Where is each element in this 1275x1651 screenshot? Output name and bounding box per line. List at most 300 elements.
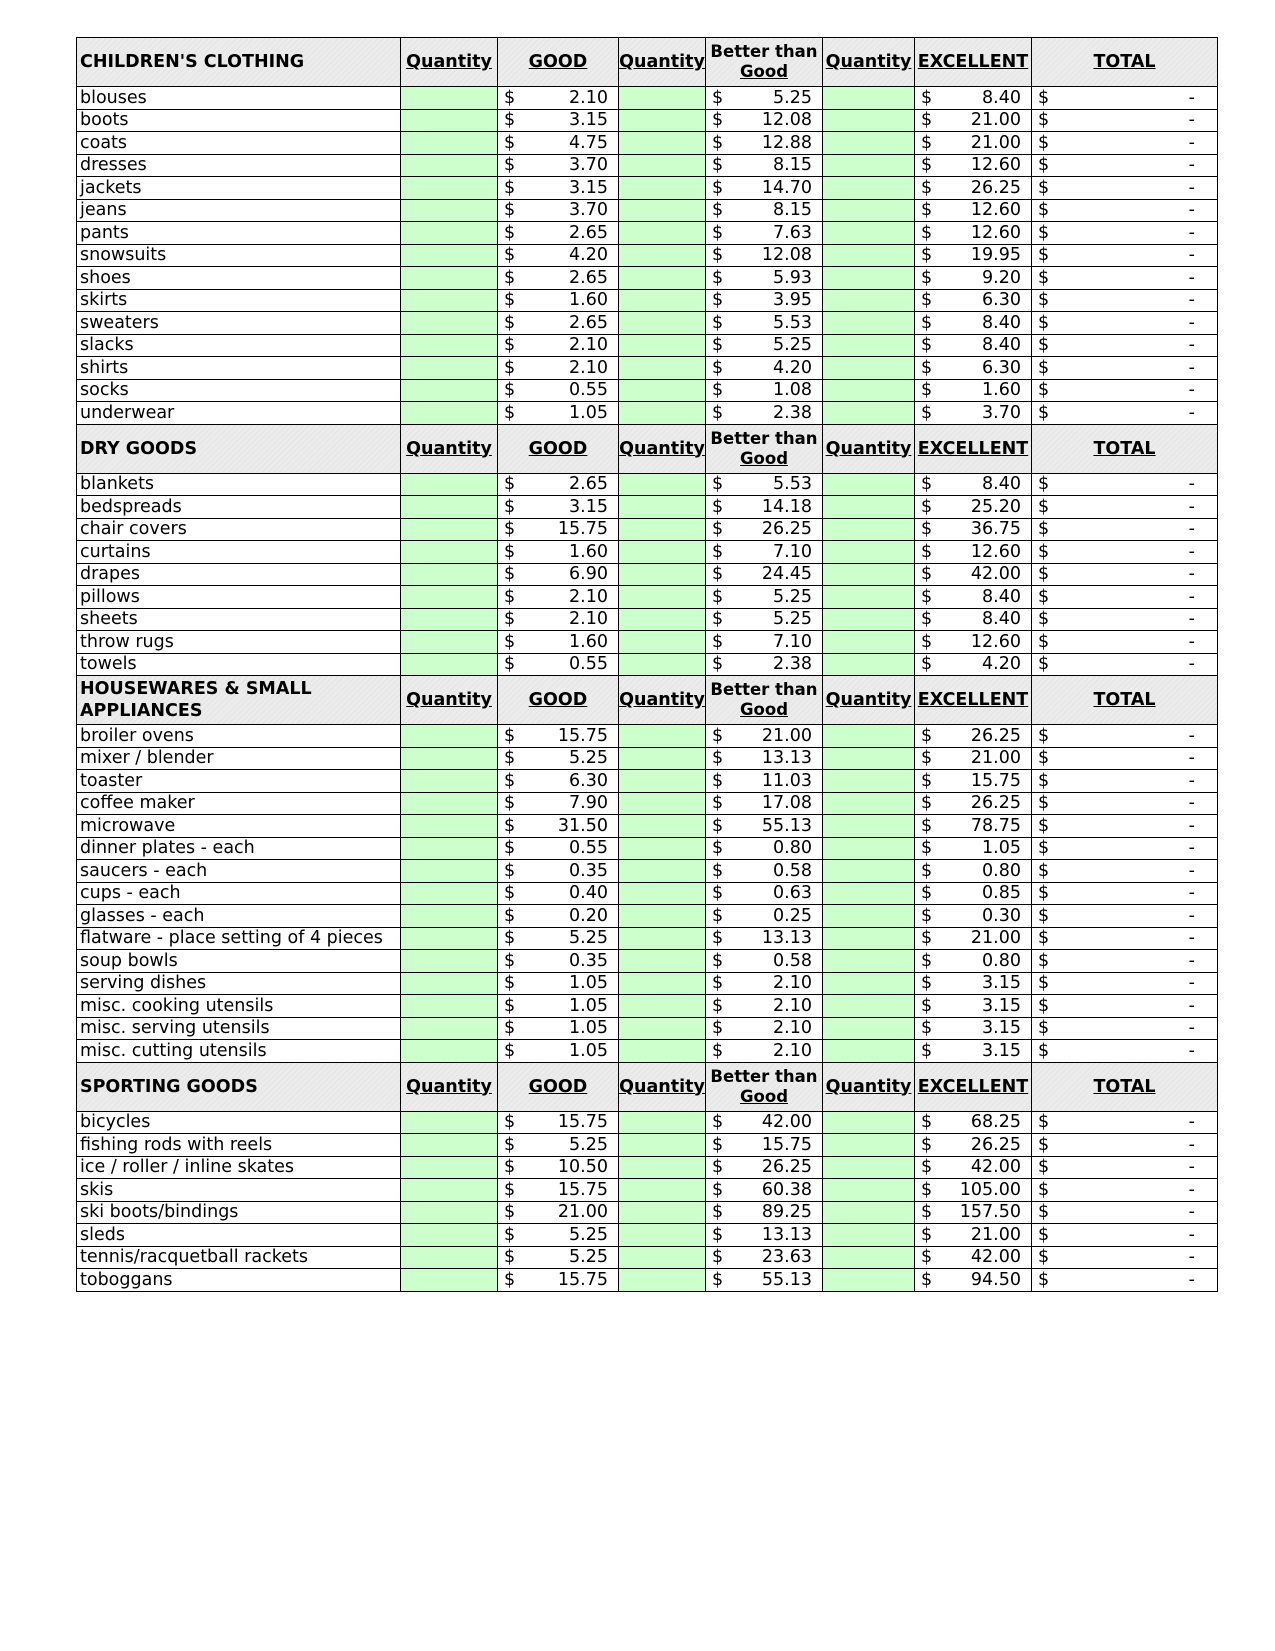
quantity-good-input[interactable] <box>401 357 498 380</box>
item-row <box>77 267 1218 290</box>
quantity-good-input[interactable] <box>401 222 498 245</box>
currency-symbol: $ <box>712 928 724 949</box>
currency-symbol: $ <box>921 1269 933 1290</box>
currency-symbol: $ <box>712 496 724 517</box>
price-value: 5.25 <box>569 928 608 949</box>
item-row <box>77 905 1218 928</box>
better-line1: Better than <box>710 428 818 448</box>
quantity-good-input[interactable] <box>401 402 498 425</box>
price-value: 4.20 <box>773 357 812 378</box>
quantity-good-input[interactable] <box>401 1017 498 1040</box>
price-value: 2.65 <box>569 474 608 495</box>
quantity-excellent-input[interactable] <box>823 631 915 654</box>
quantity-excellent-input[interactable] <box>823 289 915 312</box>
quantity-better-input[interactable] <box>619 357 706 380</box>
quantity-good-input[interactable] <box>401 1201 498 1224</box>
item-row <box>77 653 1218 676</box>
quantity-good-input[interactable] <box>401 586 498 609</box>
quantity-good-input[interactable] <box>401 177 498 200</box>
price-value: - <box>1188 1040 1195 1061</box>
quantity-good-input[interactable] <box>401 770 498 793</box>
quantity-better-input[interactable] <box>619 402 706 425</box>
quantity-better-input[interactable] <box>619 222 706 245</box>
quantity-excellent-input[interactable] <box>823 199 915 222</box>
quantity-excellent-input[interactable] <box>823 882 915 905</box>
better-price <box>706 631 823 654</box>
currency-symbol: $ <box>712 87 724 108</box>
quantity-excellent-input[interactable] <box>823 1246 915 1269</box>
better-price <box>706 770 823 793</box>
currency-symbol: $ <box>712 110 724 131</box>
quantity-good-input[interactable] <box>401 563 498 586</box>
quantity-excellent-input[interactable] <box>823 586 915 609</box>
quantity-excellent-input[interactable] <box>823 837 915 860</box>
item-name: toaster <box>77 770 401 793</box>
quantity-good-input[interactable] <box>401 747 498 770</box>
price-value: 26.25 <box>970 177 1021 198</box>
row-total <box>1032 312 1218 335</box>
currency-symbol: $ <box>504 222 516 243</box>
quantity-excellent-input[interactable] <box>823 402 915 425</box>
item-row <box>77 1156 1218 1179</box>
price-value: 0.55 <box>569 654 608 675</box>
price-value: 15.75 <box>557 519 608 540</box>
row-total <box>1032 882 1218 905</box>
quantity-better-input[interactable] <box>619 653 706 676</box>
quantity-good-input[interactable] <box>401 972 498 995</box>
quantity-header <box>619 38 706 87</box>
quantity-better-input[interactable] <box>619 1111 706 1134</box>
good-price <box>498 608 619 631</box>
total-header <box>1032 676 1218 725</box>
quantity-good-input[interactable] <box>401 608 498 631</box>
quantity-better-input[interactable] <box>619 1179 706 1202</box>
quantity-good-input[interactable] <box>401 905 498 928</box>
item-row <box>77 312 1218 335</box>
currency-symbol: $ <box>504 815 516 836</box>
quantity-better-input[interactable] <box>619 927 706 950</box>
quantity-excellent-input[interactable] <box>823 905 915 928</box>
quantity-better-input[interactable] <box>619 1156 706 1179</box>
quantity-excellent-input[interactable] <box>823 1179 915 1202</box>
total-header <box>1032 38 1218 87</box>
excellent-price <box>915 586 1032 609</box>
excellent-price <box>915 608 1032 631</box>
quantity-better-input[interactable] <box>619 882 706 905</box>
currency-symbol: $ <box>1038 973 1050 994</box>
price-value: 2.10 <box>569 357 608 378</box>
quantity-excellent-input[interactable] <box>823 154 915 177</box>
item-row <box>77 87 1218 110</box>
row-total <box>1032 860 1218 883</box>
currency-symbol: $ <box>712 1157 724 1178</box>
good-price <box>498 770 619 793</box>
quantity-better-input[interactable] <box>619 815 706 838</box>
quantity-better-input[interactable] <box>619 972 706 995</box>
price-value: 0.80 <box>773 838 812 859</box>
quantity-excellent-input[interactable] <box>823 792 915 815</box>
good-price <box>498 653 619 676</box>
quantity-good-input[interactable] <box>401 860 498 883</box>
quantity-excellent-input[interactable] <box>823 1224 915 1247</box>
item-row <box>77 244 1218 267</box>
quantity-excellent-input[interactable] <box>823 860 915 883</box>
good-price <box>498 747 619 770</box>
quantity-good-input[interactable] <box>401 815 498 838</box>
quantity-excellent-input[interactable] <box>823 357 915 380</box>
quantity-good-input[interactable] <box>401 653 498 676</box>
good-price <box>498 473 619 496</box>
quantity-better-input[interactable] <box>619 334 706 357</box>
price-value: 2.10 <box>773 1040 812 1061</box>
currency-symbol: $ <box>712 1040 724 1061</box>
quantity-excellent-input[interactable] <box>823 222 915 245</box>
quantity-better-input[interactable] <box>619 541 706 564</box>
quantity-better-input[interactable] <box>619 109 706 132</box>
quantity-excellent-input[interactable] <box>823 132 915 155</box>
price-value: 21.00 <box>761 725 812 746</box>
quantity-better-input[interactable] <box>619 87 706 110</box>
price-value: 3.70 <box>569 155 608 176</box>
quantity-good-input[interactable] <box>401 334 498 357</box>
quantity-better-input[interactable] <box>619 725 706 748</box>
price-value: 1.60 <box>569 631 608 652</box>
quantity-good-input[interactable] <box>401 312 498 335</box>
quantity-excellent-input[interactable] <box>823 518 915 541</box>
currency-symbol: $ <box>1038 312 1050 333</box>
quantity-good-input[interactable] <box>401 882 498 905</box>
currency-symbol: $ <box>504 564 516 585</box>
price-value: 42.00 <box>761 1112 812 1133</box>
excellent-header-label: EXCELLENT <box>917 438 1029 459</box>
total-header-label: TOTAL <box>1093 690 1156 710</box>
quantity-excellent-input[interactable] <box>823 725 915 748</box>
quantity-excellent-input[interactable] <box>823 1017 915 1040</box>
good-price <box>498 402 619 425</box>
quantity-good-input[interactable] <box>401 1040 498 1063</box>
quantity-good-input[interactable] <box>401 132 498 155</box>
currency-symbol: $ <box>921 496 933 517</box>
price-value: 1.05 <box>569 973 608 994</box>
quantity-excellent-input[interactable] <box>823 972 915 995</box>
currency-symbol: $ <box>504 631 516 652</box>
excellent-price <box>915 244 1032 267</box>
quantity-excellent-input[interactable] <box>823 1134 915 1157</box>
quantity-good-input[interactable] <box>401 1224 498 1247</box>
currency-symbol: $ <box>1038 402 1050 423</box>
price-value: - <box>1188 1157 1195 1178</box>
quantity-excellent-input[interactable] <box>823 496 915 519</box>
quantity-excellent-input[interactable] <box>823 927 915 950</box>
currency-symbol: $ <box>504 905 516 926</box>
quantity-good-input[interactable] <box>401 792 498 815</box>
item-name: throw rugs <box>77 631 401 654</box>
price-value: - <box>1188 1269 1195 1290</box>
quantity-better-input[interactable] <box>619 950 706 973</box>
quantity-good-input[interactable] <box>401 1134 498 1157</box>
quantity-good-input[interactable] <box>401 518 498 541</box>
currency-symbol: $ <box>712 380 724 401</box>
quantity-good-input[interactable] <box>401 496 498 519</box>
quantity-excellent-input[interactable] <box>823 1156 915 1179</box>
quantity-good-input[interactable] <box>401 289 498 312</box>
quantity-better-input[interactable] <box>619 379 706 402</box>
better-price <box>706 747 823 770</box>
quantity-better-input[interactable] <box>619 289 706 312</box>
currency-symbol: $ <box>712 290 724 311</box>
quantity-excellent-input[interactable] <box>823 334 915 357</box>
quantity-good-input[interactable] <box>401 725 498 748</box>
price-value: 12.88 <box>761 132 812 153</box>
currency-symbol: $ <box>504 609 516 630</box>
item-name: ski boots/bindings <box>77 1201 401 1224</box>
currency-symbol: $ <box>504 770 516 791</box>
quantity-better-input[interactable] <box>619 496 706 519</box>
quantity-excellent-input[interactable] <box>823 177 915 200</box>
item-row <box>77 177 1218 200</box>
row-total <box>1032 995 1218 1018</box>
currency-symbol: $ <box>712 995 724 1016</box>
quantity-excellent-input[interactable] <box>823 379 915 402</box>
quantity-excellent-input[interactable] <box>823 312 915 335</box>
quantity-excellent-input[interactable] <box>823 109 915 132</box>
good-header-label: GOOD <box>528 52 588 72</box>
row-total <box>1032 334 1218 357</box>
good-price <box>498 267 619 290</box>
excellent-price <box>915 837 1032 860</box>
quantity-better-input[interactable] <box>619 518 706 541</box>
quantity-better-input[interactable] <box>619 132 706 155</box>
price-value: 26.25 <box>761 1157 812 1178</box>
quantity-excellent-input[interactable] <box>823 1201 915 1224</box>
currency-symbol: $ <box>504 1157 516 1178</box>
quantity-better-input[interactable] <box>619 631 706 654</box>
currency-symbol: $ <box>712 748 724 769</box>
quantity-better-input[interactable] <box>619 473 706 496</box>
price-value: - <box>1188 541 1195 562</box>
better-price <box>706 563 823 586</box>
price-value: 21.00 <box>557 1202 608 1223</box>
quantity-better-input[interactable] <box>619 1017 706 1040</box>
item-row <box>77 725 1218 748</box>
currency-symbol: $ <box>712 177 724 198</box>
currency-symbol: $ <box>921 1247 933 1268</box>
quantity-good-input[interactable] <box>401 1246 498 1269</box>
better-price <box>706 1201 823 1224</box>
quantity-better-input[interactable] <box>619 563 706 586</box>
price-value: 3.15 <box>569 177 608 198</box>
excellent-price <box>915 1040 1032 1063</box>
currency-symbol: $ <box>921 267 933 288</box>
quantity-excellent-input[interactable] <box>823 87 915 110</box>
quantity-excellent-input[interactable] <box>823 815 915 838</box>
item-name: bedspreads <box>77 496 401 519</box>
item-name: misc. serving utensils <box>77 1017 401 1040</box>
quantity-better-input[interactable] <box>619 267 706 290</box>
quantity-better-input[interactable] <box>619 608 706 631</box>
currency-symbol: $ <box>921 312 933 333</box>
excellent-price <box>915 1156 1032 1179</box>
item-name: underwear <box>77 402 401 425</box>
quantity-good-input[interactable] <box>401 950 498 973</box>
quantity-better-input[interactable] <box>619 1040 706 1063</box>
excellent-price <box>915 563 1032 586</box>
quantity-better-input[interactable] <box>619 199 706 222</box>
row-total <box>1032 289 1218 312</box>
currency-symbol: $ <box>921 793 933 814</box>
quantity-good-input[interactable] <box>401 87 498 110</box>
quantity-good-input[interactable] <box>401 109 498 132</box>
price-value: - <box>1188 357 1195 378</box>
excellent-price <box>915 815 1032 838</box>
quantity-good-input[interactable] <box>401 199 498 222</box>
currency-symbol: $ <box>921 860 933 881</box>
quantity-better-input[interactable] <box>619 995 706 1018</box>
excellent-price <box>915 402 1032 425</box>
quantity-better-input[interactable] <box>619 860 706 883</box>
price-value: 5.25 <box>773 87 812 108</box>
item-name: jeans <box>77 199 401 222</box>
price-value: - <box>1188 177 1195 198</box>
price-value: 12.08 <box>761 245 812 266</box>
quantity-good-input[interactable] <box>401 631 498 654</box>
good-price <box>498 109 619 132</box>
quantity-excellent-input[interactable] <box>823 473 915 496</box>
price-value: 9.20 <box>982 267 1021 288</box>
quantity-good-input[interactable] <box>401 244 498 267</box>
currency-symbol: $ <box>504 1112 516 1133</box>
price-value: 1.60 <box>569 290 608 311</box>
row-total <box>1032 1201 1218 1224</box>
section-header-row <box>77 676 1218 725</box>
quantity-excellent-input[interactable] <box>823 608 915 631</box>
better-header <box>706 38 823 87</box>
currency-symbol: $ <box>504 380 516 401</box>
quantity-better-input[interactable] <box>619 312 706 335</box>
price-value: - <box>1188 564 1195 585</box>
currency-symbol: $ <box>921 541 933 562</box>
quantity-header-label: Quantity <box>619 52 705 72</box>
quantity-better-input[interactable] <box>619 792 706 815</box>
quantity-good-input[interactable] <box>401 154 498 177</box>
quantity-better-input[interactable] <box>619 177 706 200</box>
quantity-excellent-input[interactable] <box>823 770 915 793</box>
currency-symbol: $ <box>504 335 516 356</box>
price-value: - <box>1188 725 1195 746</box>
quantity-better-input[interactable] <box>619 154 706 177</box>
quantity-better-input[interactable] <box>619 747 706 770</box>
quantity-excellent-input[interactable] <box>823 267 915 290</box>
quantity-good-input[interactable] <box>401 379 498 402</box>
quantity-header <box>401 38 498 87</box>
good-price <box>498 815 619 838</box>
price-value: 5.53 <box>773 474 812 495</box>
price-value: - <box>1188 474 1195 495</box>
quantity-excellent-input[interactable] <box>823 1040 915 1063</box>
quantity-excellent-input[interactable] <box>823 563 915 586</box>
currency-symbol: $ <box>1038 838 1050 859</box>
price-value: 10.50 <box>557 1157 608 1178</box>
quantity-better-input[interactable] <box>619 586 706 609</box>
currency-symbol: $ <box>504 200 516 221</box>
currency-symbol: $ <box>504 177 516 198</box>
quantity-good-input[interactable] <box>401 267 498 290</box>
excellent-price <box>915 995 1032 1018</box>
quantity-better-input[interactable] <box>619 770 706 793</box>
quantity-good-input[interactable] <box>401 1179 498 1202</box>
quantity-good-input[interactable] <box>401 473 498 496</box>
quantity-better-input[interactable] <box>619 905 706 928</box>
quantity-header <box>401 1062 498 1111</box>
quantity-excellent-input[interactable] <box>823 244 915 267</box>
quantity-better-input[interactable] <box>619 1269 706 1292</box>
currency-symbol: $ <box>712 905 724 926</box>
section-header-row <box>77 1062 1218 1111</box>
quantity-good-input[interactable] <box>401 1111 498 1134</box>
currency-symbol: $ <box>504 402 516 423</box>
item-row <box>77 1269 1218 1292</box>
item-name: jackets <box>77 177 401 200</box>
quantity-better-input[interactable] <box>619 1224 706 1247</box>
item-row <box>77 132 1218 155</box>
price-value: 5.25 <box>569 748 608 769</box>
quantity-good-input[interactable] <box>401 995 498 1018</box>
quantity-better-input[interactable] <box>619 1134 706 1157</box>
quantity-good-input[interactable] <box>401 927 498 950</box>
quantity-good-input[interactable] <box>401 1269 498 1292</box>
currency-symbol: $ <box>1038 883 1050 904</box>
quantity-better-input[interactable] <box>619 244 706 267</box>
item-row <box>77 109 1218 132</box>
quantity-excellent-input[interactable] <box>823 995 915 1018</box>
quantity-header <box>401 676 498 725</box>
excellent-price <box>915 792 1032 815</box>
row-total <box>1032 244 1218 267</box>
quantity-excellent-input[interactable] <box>823 950 915 973</box>
excellent-price <box>915 653 1032 676</box>
good-header-label: GOOD <box>528 690 588 710</box>
price-value: 0.80 <box>982 950 1021 971</box>
price-value: 15.75 <box>970 770 1021 791</box>
item-name: misc. cutting utensils <box>77 1040 401 1063</box>
currency-symbol: $ <box>712 200 724 221</box>
currency-symbol: $ <box>1038 267 1050 288</box>
quantity-excellent-input[interactable] <box>823 1269 915 1292</box>
quantity-better-input[interactable] <box>619 1246 706 1269</box>
better-price <box>706 815 823 838</box>
item-name: socks <box>77 379 401 402</box>
good-price <box>498 1040 619 1063</box>
quantity-good-input[interactable] <box>401 837 498 860</box>
item-row <box>77 770 1218 793</box>
quantity-excellent-input[interactable] <box>823 653 915 676</box>
row-total <box>1032 1111 1218 1134</box>
price-value: - <box>1188 1179 1195 1200</box>
price-value: 14.70 <box>761 177 812 198</box>
item-row <box>77 379 1218 402</box>
item-row <box>77 541 1218 564</box>
quantity-good-input[interactable] <box>401 1156 498 1179</box>
price-value: - <box>1188 748 1195 769</box>
quantity-better-input[interactable] <box>619 1201 706 1224</box>
quantity-excellent-input[interactable] <box>823 747 915 770</box>
quantity-better-input[interactable] <box>619 837 706 860</box>
excellent-price <box>915 905 1032 928</box>
quantity-good-input[interactable] <box>401 541 498 564</box>
section-title: CHILDREN'S CLOTHING <box>77 38 401 87</box>
quantity-excellent-input[interactable] <box>823 1111 915 1134</box>
quantity-excellent-input[interactable] <box>823 541 915 564</box>
